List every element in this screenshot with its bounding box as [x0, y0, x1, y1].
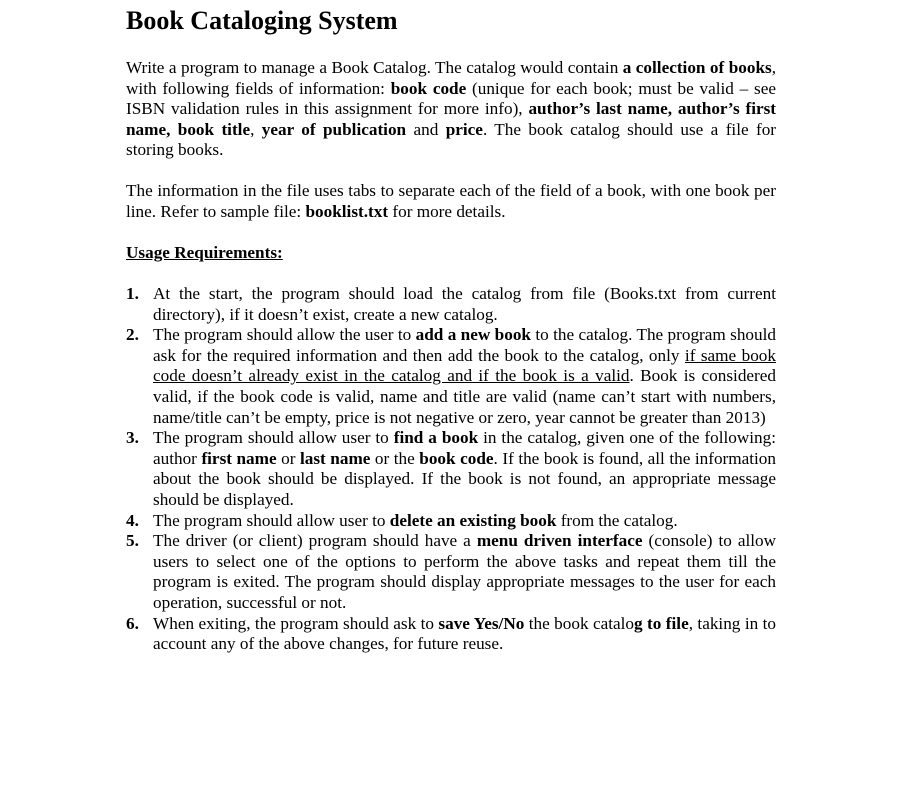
underlined-text: if same book code doesn’t already exist in the catalog and if the book is a valid	[153, 345, 776, 386]
text: for more details.	[388, 201, 506, 221]
text: . If the book is found, all the information about the book should be displayed. If the book is not found, an appropriate message should be displayed.	[153, 448, 776, 509]
text: from the catalog.	[556, 510, 678, 530]
list-number: 4.	[126, 510, 139, 530]
text: the book catalo	[524, 613, 635, 633]
list-item	[126, 511, 776, 532]
bold-text: first name	[201, 448, 277, 468]
file-info-paragraph	[126, 181, 776, 222]
filename-bold: booklist.txt	[305, 201, 389, 221]
bold-text: price	[445, 119, 483, 139]
list-item	[126, 325, 776, 428]
text: Write a program to manage a Book Catalog. The catalog would contain	[126, 58, 623, 77]
text: and	[406, 119, 446, 139]
list-number: 5.	[126, 531, 139, 551]
list-item	[126, 614, 776, 655]
text: The program should allow user to	[153, 428, 394, 448]
list-number: 2.	[126, 325, 139, 345]
bold-text: g to file	[634, 613, 689, 633]
bold-text: add a new book	[415, 325, 531, 345]
text: , with following fields of information:	[126, 58, 776, 98]
text: , taking in to account any of the above changes, for future reuse.	[153, 613, 776, 654]
list-item	[126, 428, 776, 510]
text: The program should allow the user to	[153, 325, 416, 345]
text: to the catalog. The program should ask for the required information and then add the book to the catalog, only	[153, 325, 776, 365]
intro-paragraph	[126, 58, 776, 161]
bold-text: menu driven interface	[476, 531, 643, 551]
text: The driver (or client) program should have a	[153, 531, 477, 551]
requirements-list	[126, 284, 776, 655]
text: The information in the file uses tabs to separate each of the field of a book, with one book per line. Refer to sample file:	[126, 181, 776, 221]
text: When exiting, the program should ask to	[153, 613, 439, 633]
text: The program should allow user to	[153, 510, 390, 530]
bold-text: book code	[419, 448, 494, 468]
text: or	[276, 448, 300, 468]
list-number: 3.	[126, 428, 139, 448]
text: in the catalog, given one of the following: author	[153, 428, 777, 468]
list-number: 6.	[126, 613, 139, 633]
text: (console) to allow users to select one of the options to perform the above tasks and repeat them till the program is exited. The program should display appropriate messages to the user for each operation, successful or not.	[153, 531, 777, 612]
section-heading: Usage Requirements:	[126, 243, 283, 262]
bold-text: find a book	[393, 428, 479, 448]
list-item	[126, 284, 776, 325]
bold-text: year of publication	[261, 119, 407, 139]
bold-text: book code	[390, 78, 467, 98]
bold-text: author’s last name, author’s first name, book title	[126, 99, 777, 139]
bold-text: save Yes/No	[438, 613, 525, 633]
text: ,	[250, 119, 262, 139]
page-title: Book Cataloging System	[126, 6, 398, 35]
text: (unique for each book; must be valid – see ISBN validation rules in this assignment for more info),	[126, 78, 776, 119]
text: . Book is considered valid, if the book code is valid, name and title are valid (name can’t start with numbers, name/title can’t be empty, price is not negative or zero, year cannot be greater than 2013)	[153, 366, 776, 427]
text: At the start, the program should load the catalog from file (Books.txt from current directory), if it doesn’t exist, create a new catalog.	[153, 284, 776, 324]
list-number: 1.	[126, 284, 139, 303]
bold-text: a collection of books	[622, 58, 772, 77]
list-item	[126, 531, 776, 613]
bold-text: last name	[299, 448, 371, 468]
text: or the	[370, 448, 420, 468]
bold-text: delete an existing book	[389, 510, 557, 530]
text: . The book catalog should use a file for storing books.	[126, 119, 777, 160]
